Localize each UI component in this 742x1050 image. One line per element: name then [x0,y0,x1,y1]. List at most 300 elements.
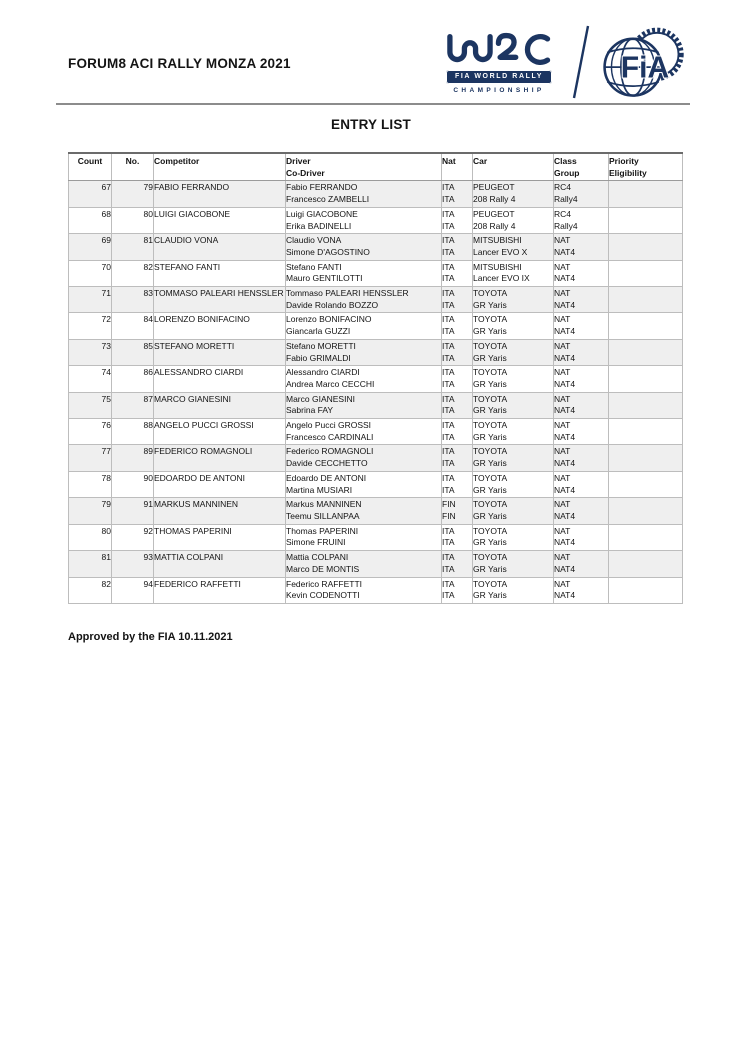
codriver-nat: ITA [442,563,455,574]
car-model: GR Yaris [473,326,507,337]
class-value: NAT [554,314,571,325]
group-value: NAT4 [554,352,576,363]
driver-nat: FIN [442,499,456,510]
cell-car [473,181,554,207]
eligibility-value [609,326,682,338]
table-row [69,577,683,603]
driver-nat: ITA [442,208,455,219]
car-model: Lancer EVO X [473,246,528,257]
priority-value [609,235,682,247]
priority-value [609,394,682,406]
driver-name: Edoardo DE ANTONI [286,472,367,483]
cell-driver-codriver [286,260,442,286]
logo-group [444,24,688,100]
class-value: NAT [554,420,571,431]
cell-count: 75 [69,392,112,418]
entry-table-body [69,181,683,604]
cell-competitor: MATTIA COLPANI [154,551,286,577]
priority-value [609,499,682,511]
cell-class-group [554,287,609,313]
car-make: TOYOTA [473,472,508,483]
cell-no: 85 [112,339,154,365]
driver-name: Stefano FANTI [286,261,342,272]
cell-car [473,260,554,286]
cell-driver-codriver [286,234,442,260]
cell-no: 82 [112,260,154,286]
table-row [69,339,683,365]
cell-priority-eligibility [609,313,683,339]
slash-divider-icon [570,24,592,100]
codriver-name: Simone D'AGOSTINO [286,246,370,257]
cell-count: 68 [69,207,112,233]
cell-priority-eligibility [609,207,683,233]
cell-no: 79 [112,181,154,207]
codriver-nat: ITA [442,273,455,284]
codriver-nat: ITA [442,299,455,310]
driver-nat: ITA [442,288,455,299]
cell-nat [442,551,473,577]
header-class-group [554,153,609,181]
car-model: Lancer EVO IX [473,273,530,284]
cell-priority-eligibility [609,498,683,524]
table-row [69,366,683,392]
entry-table-header [69,153,683,181]
class-value: RC4 [554,208,572,219]
cell-no: 86 [112,366,154,392]
group-value: NAT4 [554,590,576,601]
priority-value [609,262,682,274]
driver-nat: ITA [442,235,455,246]
codriver-name: Marco DE MONTIS [286,563,360,574]
eligibility-value [609,485,682,497]
driver-nat: ITA [442,472,455,483]
cell-class-group [554,577,609,603]
codriver-nat: ITA [442,537,455,548]
cell-nat [442,313,473,339]
driver-nat: ITA [442,525,455,536]
cell-no: 93 [112,551,154,577]
cell-nat [442,287,473,313]
driver-name: Luigi GIACOBONE [286,208,358,219]
car-model: GR Yaris [473,510,507,521]
cell-car [473,392,554,418]
header-divider [56,103,690,105]
driver-name: Alessandro CIARDI [286,367,360,378]
cell-car [473,339,554,365]
driver-name: Marco GIANESINI [286,393,355,404]
codriver-nat: ITA [442,405,455,416]
eligibility-value [609,537,682,549]
group-value: NAT4 [554,326,576,337]
cell-driver-codriver [286,419,442,445]
cell-count: 78 [69,471,112,497]
cell-nat [442,366,473,392]
car-make: TOYOTA [473,499,508,510]
table-row [69,207,683,233]
group-value: NAT4 [554,405,576,416]
cell-car [473,287,554,313]
cell-count: 74 [69,366,112,392]
cell-count: 82 [69,577,112,603]
cell-competitor: TOMMASO PALEARI HENSSLER [154,287,286,313]
cell-car [473,445,554,471]
cell-class-group [554,339,609,365]
codriver-name: Simone FRUINI [286,537,346,548]
car-make: TOYOTA [473,314,508,325]
table-row [69,313,683,339]
cell-priority-eligibility [609,471,683,497]
cell-no: 88 [112,419,154,445]
group-value: NAT4 [554,484,576,495]
class-value: NAT [554,578,571,589]
table-row [69,445,683,471]
cell-priority-eligibility [609,366,683,392]
eligibility-value [609,273,682,285]
driver-name: Stefano MORETTI [286,340,356,351]
cell-driver-codriver [286,207,442,233]
cell-driver-codriver [286,551,442,577]
cell-no: 84 [112,313,154,339]
codriver-nat: ITA [442,458,455,469]
codriver-name: Erika BADINELLI [286,220,352,231]
group-value: Rally4 [554,194,578,205]
header-car: Car [473,153,554,181]
codriver-name: Sabrina FAY [286,405,334,416]
cell-competitor: CLAUDIO VONA [154,234,286,260]
car-make: MITSUBISHI [473,235,522,246]
cell-count: 67 [69,181,112,207]
cell-competitor: MARKUS MANNINEN [154,498,286,524]
cell-car [473,313,554,339]
table-row [69,551,683,577]
car-make: TOYOTA [473,288,508,299]
table-row [69,419,683,445]
cell-car [473,471,554,497]
cell-car [473,498,554,524]
driver-nat: ITA [442,182,455,193]
priority-value [609,288,682,300]
driver-name: Thomas PAPERINI [286,525,359,536]
driver-nat: ITA [442,367,455,378]
driver-nat: ITA [442,420,455,431]
table-row [69,392,683,418]
class-value: NAT [554,288,571,299]
cell-priority-eligibility [609,551,683,577]
cell-class-group [554,260,609,286]
cell-no: 80 [112,207,154,233]
cell-nat [442,339,473,365]
cell-competitor: FABIO FERRANDO [154,181,286,207]
cell-driver-codriver [286,339,442,365]
header-eligibility: Eligibility [609,167,647,178]
header-nat: Nat [442,153,473,181]
group-value: NAT4 [554,431,576,442]
cell-nat [442,471,473,497]
cell-no: 91 [112,498,154,524]
driver-nat: ITA [442,578,455,589]
eligibility-value [609,300,682,312]
car-model: GR Yaris [473,405,507,416]
cell-driver-codriver [286,181,442,207]
cell-class-group [554,445,609,471]
car-make: MITSUBISHI [473,261,522,272]
class-value: NAT [554,340,571,351]
codriver-nat: ITA [442,326,455,337]
eligibility-value [609,432,682,444]
header-driver: Driver [286,156,311,166]
cell-priority-eligibility [609,287,683,313]
car-model: GR Yaris [473,352,507,363]
driver-name: Claudio VONA [286,235,342,246]
cell-no: 89 [112,445,154,471]
header-count: Count [69,153,112,181]
cell-count: 71 [69,287,112,313]
codriver-nat: ITA [442,431,455,442]
cell-driver-codriver [286,287,442,313]
cell-driver-codriver [286,392,442,418]
eligibility-value [609,564,682,576]
cell-count: 79 [69,498,112,524]
cell-class-group [554,471,609,497]
cell-driver-codriver [286,577,442,603]
car-model: GR Yaris [473,299,507,310]
cell-class-group [554,498,609,524]
cell-car [473,234,554,260]
cell-nat [442,181,473,207]
group-value: Rally4 [554,220,578,231]
cell-nat [442,234,473,260]
class-value: NAT [554,525,571,536]
codriver-name: Martina MUSIARI [286,484,353,495]
car-make: TOYOTA [473,367,508,378]
cell-car [473,207,554,233]
cell-driver-codriver [286,313,442,339]
cell-nat [442,392,473,418]
cell-priority-eligibility [609,524,683,550]
cell-competitor: EDOARDO DE ANTONI [154,471,286,497]
document-header [0,0,742,103]
car-model: GR Yaris [473,458,507,469]
class-value: NAT [554,552,571,563]
class-value: NAT [554,472,571,483]
driver-name: Lorenzo BONIFACINO [286,314,372,325]
car-make: PEUGEOT [473,182,515,193]
cell-count: 76 [69,419,112,445]
priority-value [609,420,682,432]
group-value: NAT4 [554,299,576,310]
class-value: RC4 [554,182,572,193]
codriver-name: Kevin CODENOTTI [286,590,360,601]
page-title: ENTRY LIST [330,117,411,132]
car-model: GR Yaris [473,431,507,442]
cell-driver-codriver [286,445,442,471]
header-row [69,153,683,181]
wrc-logo [444,31,554,94]
cell-priority-eligibility [609,260,683,286]
class-value: NAT [554,446,571,457]
codriver-nat: ITA [442,590,455,601]
cell-nat [442,207,473,233]
fia-letters: FiA [620,51,670,85]
eligibility-value [609,379,682,391]
eligibility-value [609,511,682,523]
driver-name: Angelo Pucci GROSSI [286,420,372,431]
approval-note: Approved by the FIA 10.11.2021 [68,630,233,643]
car-model: GR Yaris [473,563,507,574]
header-codriver: Co-Driver [286,167,325,178]
car-make: TOYOTA [473,420,508,431]
priority-value [609,367,682,379]
header-competitor: Competitor [154,153,286,181]
group-value: NAT4 [554,246,576,257]
priority-value [609,209,682,221]
priority-value [609,552,682,564]
eligibility-value [609,353,682,365]
class-value: NAT [554,367,571,378]
driver-name: Tommaso PALEARI HENSSLER [286,288,409,299]
cell-class-group [554,234,609,260]
group-value: NAT4 [554,537,576,548]
cell-count: 72 [69,313,112,339]
driver-name: Federico RAFFETTI [286,578,363,589]
priority-value [609,341,682,353]
driver-nat: ITA [442,340,455,351]
cell-nat [442,524,473,550]
table-row [69,234,683,260]
cell-count: 81 [69,551,112,577]
cell-competitor: THOMAS PAPERINI [154,524,286,550]
header-no: No. [112,153,154,181]
header-class: Class [554,156,577,166]
codriver-name: Mauro GENTILOTTI [286,273,363,284]
driver-nat: ITA [442,552,455,563]
cell-count: 73 [69,339,112,365]
cell-no: 81 [112,234,154,260]
table-row [69,260,683,286]
driver-nat: ITA [442,393,455,404]
cell-nat [442,445,473,471]
class-value: NAT [554,235,571,246]
driver-name: Federico ROMAGNOLI [286,446,374,457]
cell-car [473,419,554,445]
car-make: TOYOTA [473,525,508,536]
car-make: TOYOTA [473,552,508,563]
wrc-letters-icon [446,31,552,68]
codriver-nat: ITA [442,194,455,205]
cell-class-group [554,419,609,445]
car-model: 208 Rally 4 [473,220,516,231]
codriver-name: Francesco ZAMBELLI [286,194,370,205]
cell-no: 94 [112,577,154,603]
cell-driver-codriver [286,498,442,524]
cell-nat [442,419,473,445]
codriver-name: Teemu SILLANPAA [286,510,360,521]
wrc-championship-text: CHAMPIONSHIP [453,86,545,94]
cell-class-group [554,524,609,550]
cell-no: 87 [112,392,154,418]
cell-competitor: LUIGI GIACOBONE [154,207,286,233]
car-make: PEUGEOT [473,208,515,219]
cell-count: 80 [69,524,112,550]
cell-competitor: ANGELO PUCCI GROSSI [154,419,286,445]
codriver-name: Andrea Marco CECCHI [286,378,375,389]
car-make: TOYOTA [473,393,508,404]
table-row [69,498,683,524]
codriver-nat: ITA [442,246,455,257]
entry-table [68,152,683,604]
cell-no: 90 [112,471,154,497]
car-make: TOYOTA [473,340,508,351]
group-value: NAT4 [554,563,576,574]
cell-competitor: ALESSANDRO CIARDI [154,366,286,392]
car-make: TOYOTA [473,446,508,457]
cell-car [473,366,554,392]
priority-value [609,182,682,194]
table-row [69,181,683,207]
header-priority-eligibility [609,153,683,181]
table-row [69,524,683,550]
priority-value [609,473,682,485]
car-model: GR Yaris [473,537,507,548]
codriver-name: Giancarla GUZZI [286,326,351,337]
codriver-nat: ITA [442,378,455,389]
cell-priority-eligibility [609,181,683,207]
codriver-nat: ITA [442,220,455,231]
group-value: NAT4 [554,378,576,389]
car-model: GR Yaris [473,484,507,495]
class-value: NAT [554,393,571,404]
eligibility-value [609,221,682,233]
cell-car [473,551,554,577]
cell-priority-eligibility [609,392,683,418]
codriver-name: Davide Rolando BOZZO [286,299,379,310]
car-model: GR Yaris [473,590,507,601]
cell-class-group [554,313,609,339]
wrc-banner: FIA WORLD RALLY [446,70,552,84]
codriver-name: Fabio GRIMALDI [286,352,351,363]
cell-priority-eligibility [609,445,683,471]
eligibility-value [609,194,682,206]
driver-nat: ITA [442,446,455,457]
class-value: NAT [554,499,571,510]
priority-value [609,526,682,538]
cell-competitor: STEFANO MORETTI [154,339,286,365]
group-value: NAT4 [554,458,576,469]
table-row [69,471,683,497]
cell-driver-codriver [286,471,442,497]
cell-no: 92 [112,524,154,550]
header-driver-codriver [286,153,442,181]
codriver-nat: ITA [442,484,455,495]
eligibility-value [609,405,682,417]
group-value: NAT4 [554,510,576,521]
cell-class-group [554,181,609,207]
cell-count: 69 [69,234,112,260]
driver-name: Fabio FERRANDO [286,182,358,193]
cell-priority-eligibility [609,234,683,260]
header-group: Group [554,167,580,178]
group-value: NAT4 [554,273,576,284]
cell-competitor: FEDERICO RAFFETTI [154,577,286,603]
cell-car [473,577,554,603]
car-model: GR Yaris [473,378,507,389]
cell-priority-eligibility [609,577,683,603]
codriver-name: Davide CECCHETTO [286,458,368,469]
cell-count: 77 [69,445,112,471]
eligibility-value [609,590,682,602]
cell-class-group [554,392,609,418]
cell-no: 83 [112,287,154,313]
